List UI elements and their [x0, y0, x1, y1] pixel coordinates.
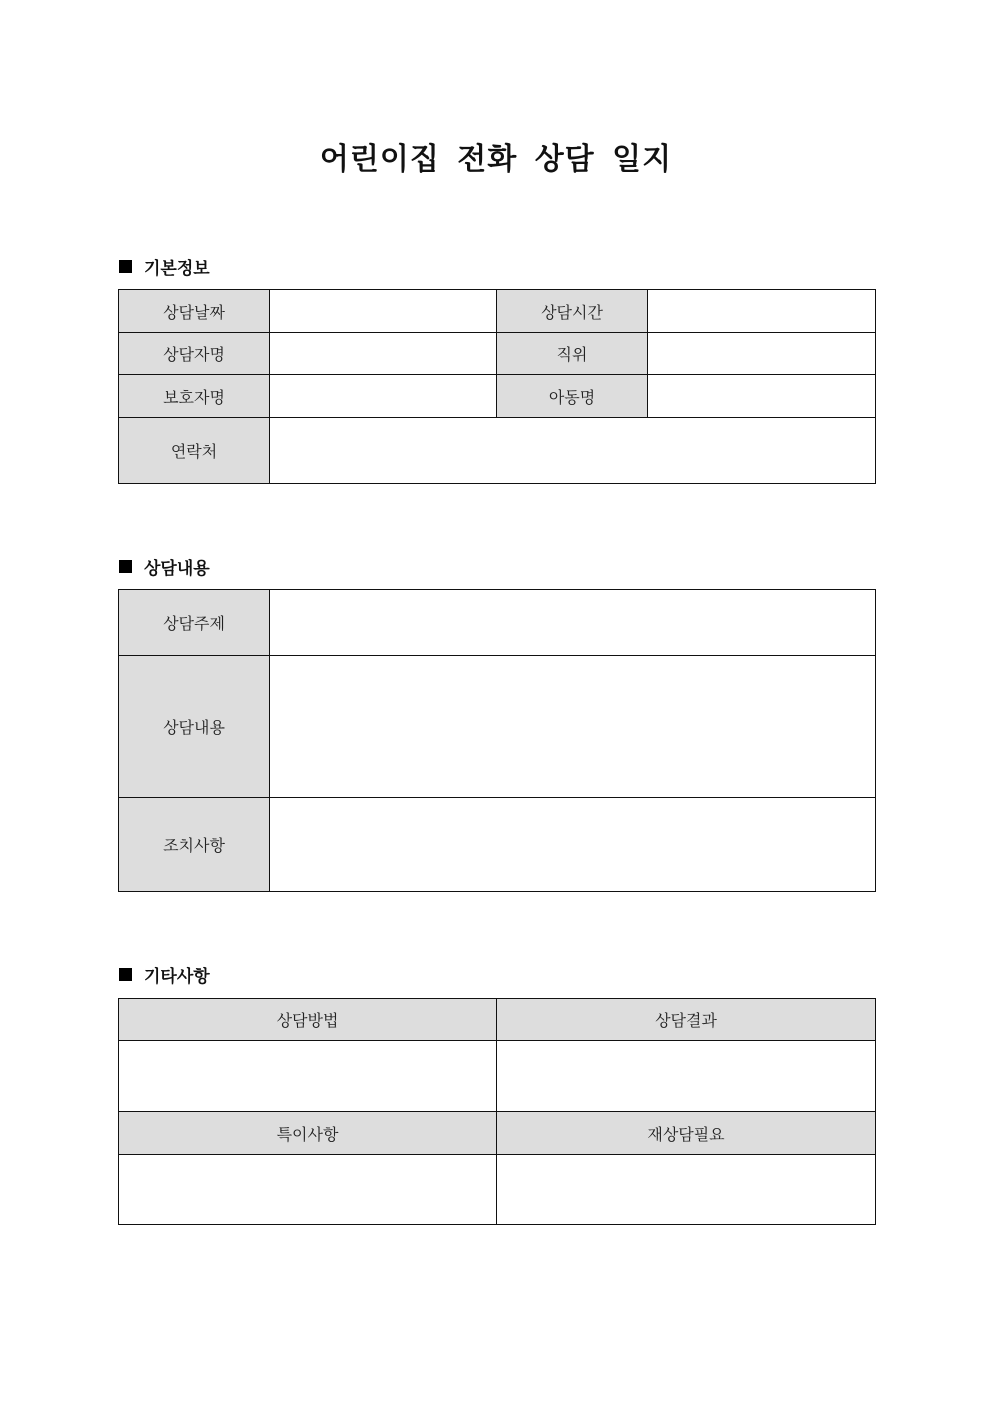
section-heading-basic — [119, 254, 210, 279]
label-cell: 상담주제 — [119, 590, 270, 656]
header-cell: 재상담필요 — [497, 1112, 876, 1155]
table-row — [119, 1041, 876, 1112]
label-cell: 상담내용 — [119, 656, 270, 798]
table-row — [119, 1155, 876, 1225]
etc-table — [118, 998, 876, 1225]
black-square-icon — [119, 260, 132, 273]
special-notes-field[interactable] — [119, 1155, 497, 1225]
table-row — [119, 375, 876, 418]
consult-date-field[interactable] — [270, 290, 497, 333]
actions-taken-field[interactable] — [270, 798, 876, 892]
label-cell: 조치사항 — [119, 798, 270, 892]
label-cell: 상담시간 — [497, 290, 648, 333]
black-square-icon — [119, 968, 132, 981]
consult-topic-field[interactable] — [270, 590, 876, 656]
page-title: 어린이집 전화 상담 일지 — [319, 142, 673, 177]
table-row — [119, 798, 876, 892]
table-row — [119, 333, 876, 375]
table-row — [119, 290, 876, 333]
section-heading-label: 기타사항 — [144, 967, 210, 987]
table-row — [119, 590, 876, 656]
label-cell: 아동명 — [497, 375, 648, 418]
counselor-name-field[interactable] — [270, 333, 497, 375]
section-heading-label: 상담내용 — [144, 559, 210, 579]
consult-content-table — [118, 589, 876, 892]
label-cell: 상담자명 — [119, 333, 270, 375]
section-heading-content — [119, 554, 210, 579]
basic-info-table — [118, 289, 876, 484]
table-row — [119, 999, 876, 1041]
label-cell: 보호자명 — [119, 375, 270, 418]
table-row — [119, 1112, 876, 1155]
label-cell: 상담날짜 — [119, 290, 270, 333]
section-heading-etc — [119, 962, 210, 987]
header-cell: 상담방법 — [119, 999, 497, 1041]
child-name-field[interactable] — [648, 375, 876, 418]
consult-method-field[interactable] — [119, 1041, 497, 1112]
reconsult-needed-field[interactable] — [497, 1155, 876, 1225]
black-square-icon — [119, 560, 132, 573]
header-cell: 상담결과 — [497, 999, 876, 1041]
table-row — [119, 656, 876, 798]
header-cell: 특이사항 — [119, 1112, 497, 1155]
guardian-name-field[interactable] — [270, 375, 497, 418]
label-cell: 직위 — [497, 333, 648, 375]
consult-result-field[interactable] — [497, 1041, 876, 1112]
consult-content-field[interactable] — [270, 656, 876, 798]
contact-field[interactable] — [270, 418, 876, 484]
section-heading-label: 기본정보 — [144, 259, 210, 279]
label-cell: 연락처 — [119, 418, 270, 484]
consult-time-field[interactable] — [648, 290, 876, 333]
position-field[interactable] — [648, 333, 876, 375]
table-row — [119, 418, 876, 484]
